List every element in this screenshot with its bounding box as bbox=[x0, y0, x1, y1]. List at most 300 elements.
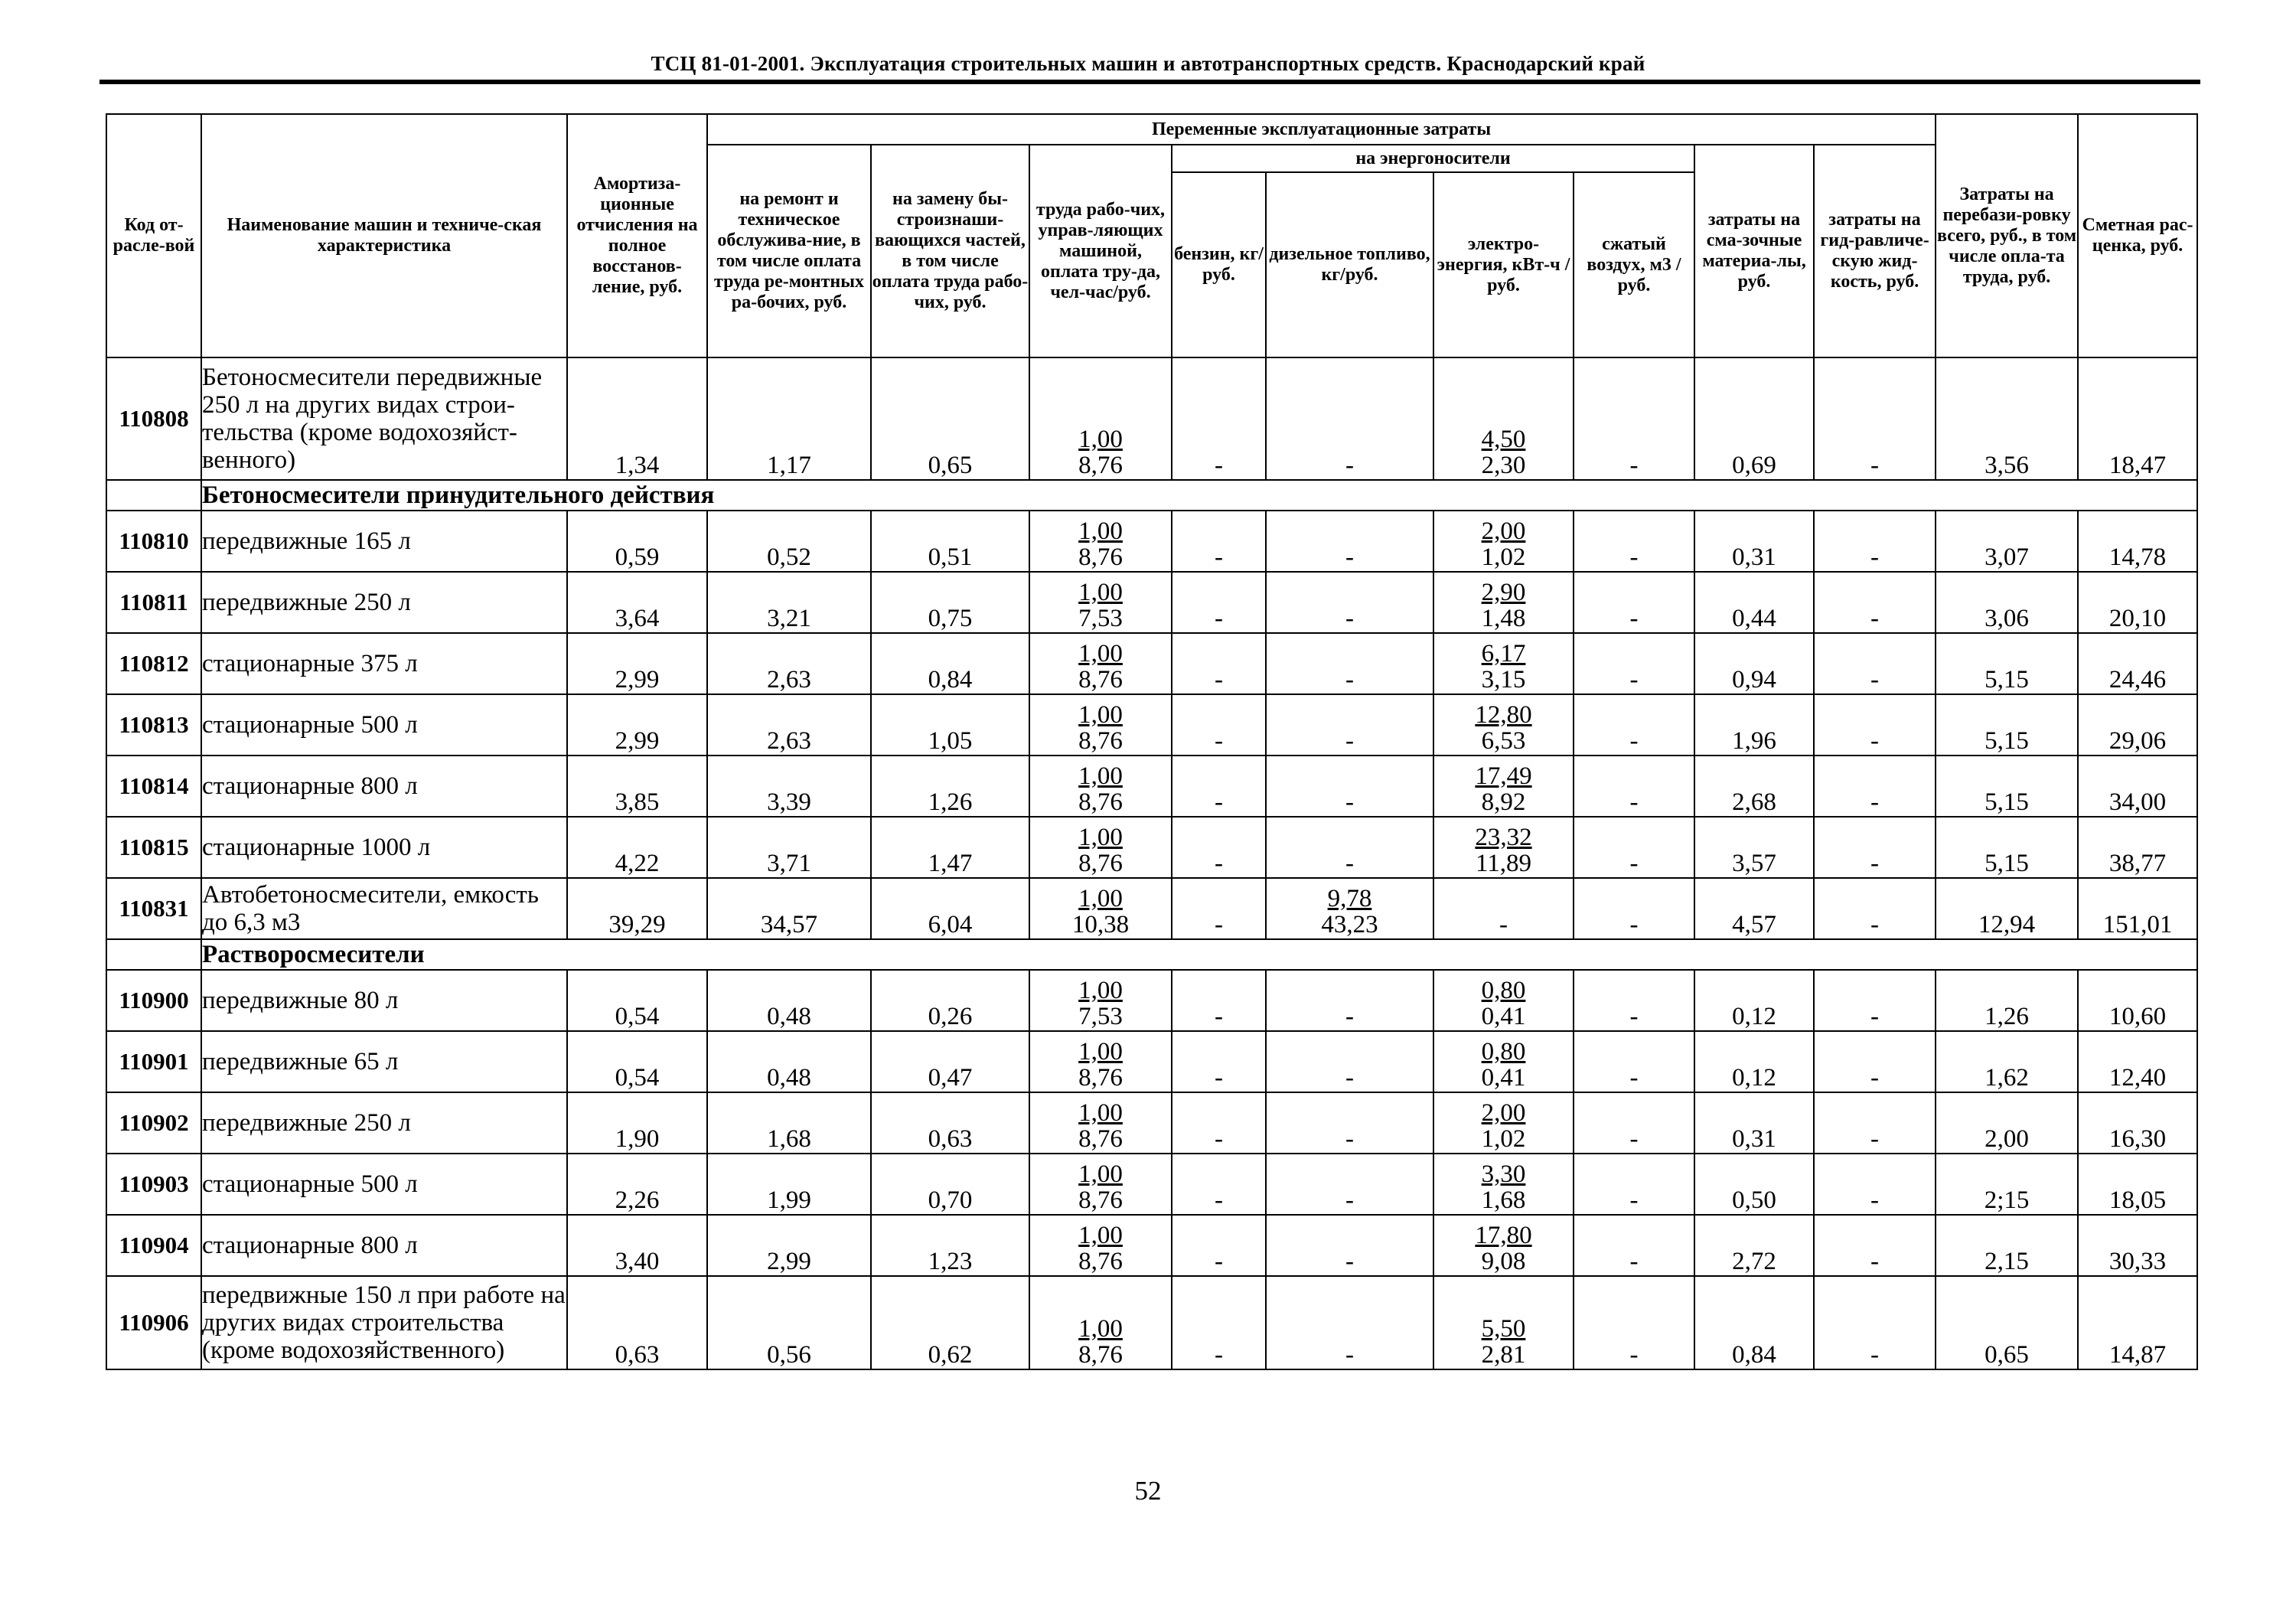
labor-cell bbox=[1029, 694, 1172, 756]
diesel-cost: - bbox=[1345, 1125, 1354, 1153]
elec-quantity: 12,80 bbox=[1475, 701, 1532, 729]
replace-value: 1,26 bbox=[871, 756, 1029, 817]
page-number: 52 bbox=[1134, 1476, 1162, 1506]
group-code-cell bbox=[106, 939, 201, 970]
lubricant-value: 0,94 bbox=[1694, 633, 1814, 694]
col-header-air: сжатый воздух, м3 / руб. bbox=[1574, 172, 1694, 357]
relocation-value: 3,56 bbox=[1936, 357, 2078, 480]
elec-cell bbox=[1433, 572, 1574, 633]
diesel-cost: - bbox=[1345, 1248, 1354, 1275]
diesel-cell bbox=[1266, 1276, 1433, 1369]
replace-value: 6,04 bbox=[871, 878, 1029, 939]
table-row bbox=[106, 756, 2197, 817]
hydraulic-value: - bbox=[1814, 817, 1936, 878]
lubricant-value: 0,69 bbox=[1694, 357, 1814, 480]
diesel-cost: - bbox=[1345, 666, 1354, 694]
diesel-cell bbox=[1266, 878, 1433, 939]
petrol-value: - bbox=[1172, 970, 1266, 1031]
hydraulic-value: - bbox=[1814, 511, 1936, 572]
repair-value: 3,39 bbox=[707, 756, 871, 817]
group-label: Бетоносмесители принудительного действия bbox=[201, 480, 2197, 511]
estimate-value: 34,00 bbox=[2078, 756, 2197, 817]
elec-quantity: 0,80 bbox=[1481, 977, 1526, 1004]
estimate-value: 38,77 bbox=[2078, 817, 2197, 878]
labor-quantity: 1,00 bbox=[1078, 579, 1123, 606]
relocation-value: 2,15 bbox=[1936, 1215, 2078, 1276]
lubricant-value: 2,72 bbox=[1694, 1215, 1814, 1276]
lubricant-value: 2,68 bbox=[1694, 756, 1814, 817]
machine-code: 110813 bbox=[106, 694, 201, 756]
hydraulic-value: - bbox=[1814, 878, 1936, 939]
machine-code: 110812 bbox=[106, 633, 201, 694]
col-header-diesel: дизельное топливо, кг/руб. bbox=[1266, 172, 1433, 357]
replace-value: 1,05 bbox=[871, 694, 1029, 756]
elec-cost: 1,48 bbox=[1481, 605, 1526, 632]
elec-cost: 6,53 bbox=[1481, 727, 1526, 755]
labor-cost: 8,76 bbox=[1078, 727, 1123, 755]
hydraulic-value: - bbox=[1814, 970, 1936, 1031]
labor-cost: 8,76 bbox=[1078, 1186, 1123, 1214]
replace-value: 0,84 bbox=[871, 633, 1029, 694]
petrol-value: - bbox=[1172, 878, 1266, 939]
machine-name: Автобетоносмесители, емкость до 6,3 м3 bbox=[201, 878, 567, 939]
replace-value: 0,26 bbox=[871, 970, 1029, 1031]
diesel-cost: 43,23 bbox=[1321, 911, 1378, 938]
rates-table bbox=[106, 113, 2198, 1370]
amort-value: 0,59 bbox=[567, 511, 707, 572]
replace-value: 1,23 bbox=[871, 1215, 1029, 1276]
machine-code: 110811 bbox=[106, 572, 201, 633]
labor-cell bbox=[1029, 1215, 1172, 1276]
air-value: - bbox=[1574, 357, 1694, 480]
relocation-value: 5,15 bbox=[1936, 817, 2078, 878]
replace-value: 0,47 bbox=[871, 1031, 1029, 1092]
diesel-cell bbox=[1266, 1215, 1433, 1276]
lubricant-value: 0,31 bbox=[1694, 1092, 1814, 1154]
repair-value: 3,21 bbox=[707, 572, 871, 633]
repair-value: 1,68 bbox=[707, 1092, 871, 1154]
diesel-cell bbox=[1266, 511, 1433, 572]
estimate-value: 14,87 bbox=[2078, 1276, 2197, 1369]
labor-cell bbox=[1029, 1276, 1172, 1369]
labor-cost: 7,53 bbox=[1078, 605, 1123, 632]
petrol-value: - bbox=[1172, 511, 1266, 572]
estimate-value: 16,30 bbox=[2078, 1092, 2197, 1154]
relocation-value: 5,15 bbox=[1936, 633, 2078, 694]
diesel-cost: - bbox=[1345, 1064, 1354, 1092]
table-row bbox=[106, 511, 2197, 572]
air-value: - bbox=[1574, 878, 1694, 939]
elec-quantity: 17,49 bbox=[1475, 762, 1532, 790]
elec-cost: 1,68 bbox=[1481, 1186, 1526, 1214]
elec-cost: 0,41 bbox=[1481, 1003, 1526, 1030]
repair-value: 1,17 bbox=[707, 357, 871, 480]
table-row bbox=[106, 970, 2197, 1031]
table-row bbox=[106, 694, 2197, 756]
machine-name: стационарные 375 л bbox=[201, 633, 567, 694]
relocation-value: 12,94 bbox=[1936, 878, 2078, 939]
air-value: - bbox=[1574, 1276, 1694, 1369]
relocation-value: 1,62 bbox=[1936, 1031, 2078, 1092]
diesel-cell bbox=[1266, 756, 1433, 817]
elec-cell bbox=[1433, 756, 1574, 817]
machine-name: стационарные 800 л bbox=[201, 756, 567, 817]
air-value: - bbox=[1574, 633, 1694, 694]
machine-name: стационарные 1000 л bbox=[201, 817, 567, 878]
repair-value: 3,71 bbox=[707, 817, 871, 878]
col-header-amortization: Амортиза-ционные отчисления на полное восстанов-ление, руб. bbox=[567, 114, 707, 357]
elec-quantity: 2,00 bbox=[1481, 517, 1526, 545]
diesel-cost: - bbox=[1345, 1341, 1354, 1369]
diesel-cell bbox=[1266, 694, 1433, 756]
table-row bbox=[106, 1276, 2197, 1369]
elec-cost: 9,08 bbox=[1481, 1248, 1526, 1275]
elec-cost: 2,30 bbox=[1481, 452, 1526, 479]
labor-cell bbox=[1029, 633, 1172, 694]
labor-cost: 10,38 bbox=[1071, 911, 1130, 938]
diesel-quantity: 9,78 bbox=[1327, 885, 1372, 912]
hydraulic-value: - bbox=[1814, 756, 1936, 817]
col-header-name: Наименование машин и техниче-ская характеристика bbox=[201, 114, 567, 357]
elec-cell bbox=[1433, 1276, 1574, 1369]
petrol-value: - bbox=[1172, 756, 1266, 817]
estimate-value: 18,47 bbox=[2078, 357, 2197, 480]
labor-cell bbox=[1029, 878, 1172, 939]
col-header-lubricant: затраты на сма-зочные материа-лы, руб. bbox=[1694, 145, 1814, 357]
amort-value: 3,64 bbox=[567, 572, 707, 633]
col-header-energy: на энергоносители bbox=[1172, 145, 1694, 172]
lubricant-value: 0,12 bbox=[1694, 970, 1814, 1031]
elec-cell bbox=[1433, 1154, 1574, 1215]
relocation-value: 3,07 bbox=[1936, 511, 2078, 572]
amort-value: 3,40 bbox=[567, 1215, 707, 1276]
group-code-cell bbox=[106, 480, 201, 511]
estimate-value: 30,33 bbox=[2078, 1215, 2197, 1276]
hydraulic-value: - bbox=[1814, 357, 1936, 480]
table-body bbox=[106, 357, 2197, 1369]
elec-quantity: 6,17 bbox=[1481, 640, 1526, 667]
labor-cost: 8,76 bbox=[1078, 1125, 1123, 1153]
amort-value: 2,26 bbox=[567, 1154, 707, 1215]
petrol-value: - bbox=[1172, 1215, 1266, 1276]
lubricant-value: 0,31 bbox=[1694, 511, 1814, 572]
table-row bbox=[106, 1154, 2197, 1215]
air-value: - bbox=[1574, 1031, 1694, 1092]
replace-value: 1,47 bbox=[871, 817, 1029, 878]
labor-cell bbox=[1029, 511, 1172, 572]
amort-value: 1,90 bbox=[567, 1092, 707, 1154]
labor-quantity: 1,00 bbox=[1078, 977, 1123, 1004]
labor-quantity: 1,00 bbox=[1078, 640, 1123, 667]
labor-quantity: 1,00 bbox=[1078, 1160, 1123, 1188]
elec-cell bbox=[1433, 357, 1574, 480]
elec-cost: 0,41 bbox=[1481, 1064, 1526, 1092]
table-row bbox=[106, 1092, 2197, 1154]
diesel-cost: - bbox=[1345, 1186, 1354, 1214]
elec-cell bbox=[1433, 970, 1574, 1031]
machine-name: стационарные 800 л bbox=[201, 1215, 567, 1276]
lubricant-value: 0,12 bbox=[1694, 1031, 1814, 1092]
diesel-cell bbox=[1266, 970, 1433, 1031]
repair-value: 2,63 bbox=[707, 633, 871, 694]
labor-cell bbox=[1029, 817, 1172, 878]
col-header-variable-costs: Переменные эксплуатационные затраты bbox=[707, 114, 1936, 145]
air-value: - bbox=[1574, 572, 1694, 633]
labor-quantity: 1,00 bbox=[1078, 1038, 1123, 1066]
relocation-value: 2;15 bbox=[1936, 1154, 2078, 1215]
air-value: - bbox=[1574, 1092, 1694, 1154]
diesel-cell bbox=[1266, 817, 1433, 878]
relocation-value: 1,26 bbox=[1936, 970, 2078, 1031]
hydraulic-value: - bbox=[1814, 572, 1936, 633]
repair-value: 2,63 bbox=[707, 694, 871, 756]
hydraulic-value: - bbox=[1814, 633, 1936, 694]
labor-cell bbox=[1029, 572, 1172, 633]
labor-quantity: 1,00 bbox=[1078, 885, 1123, 912]
elec-cell bbox=[1433, 633, 1574, 694]
labor-cost: 8,76 bbox=[1078, 1064, 1123, 1092]
labor-quantity: 1,00 bbox=[1078, 426, 1123, 453]
group-row bbox=[106, 480, 2197, 511]
labor-cell bbox=[1029, 1154, 1172, 1215]
petrol-value: - bbox=[1172, 633, 1266, 694]
col-header-replace: на замену бы-строизнаши-вающихся частей, в том числе оплата труда рабо-чих, руб. bbox=[871, 145, 1029, 357]
elec-cost: - bbox=[1499, 911, 1508, 938]
machine-code: 110903 bbox=[106, 1154, 201, 1215]
elec-cell bbox=[1433, 878, 1574, 939]
lubricant-value: 0,44 bbox=[1694, 572, 1814, 633]
col-header-repair: на ремонт и техническое обслужива-ние, в том числе оплата труда ре-монтных ра-бочих, руб. bbox=[707, 145, 871, 357]
air-value: - bbox=[1574, 511, 1694, 572]
petrol-value: - bbox=[1172, 1276, 1266, 1369]
amort-value: 0,63 bbox=[567, 1276, 707, 1369]
hydraulic-value: - bbox=[1814, 1276, 1936, 1369]
group-row bbox=[106, 939, 2197, 970]
table-row bbox=[106, 633, 2197, 694]
labor-cost: 8,76 bbox=[1078, 666, 1123, 694]
elec-cost: 1,02 bbox=[1481, 543, 1526, 571]
elec-quantity: 5,50 bbox=[1481, 1315, 1526, 1343]
table-row bbox=[106, 1031, 2197, 1092]
lubricant-value: 0,50 bbox=[1694, 1154, 1814, 1215]
diesel-cost: - bbox=[1345, 788, 1354, 816]
petrol-value: - bbox=[1172, 572, 1266, 633]
air-value: - bbox=[1574, 817, 1694, 878]
labor-cell bbox=[1029, 1092, 1172, 1154]
air-value: - bbox=[1574, 970, 1694, 1031]
machine-code: 110901 bbox=[106, 1031, 201, 1092]
labor-cell bbox=[1029, 357, 1172, 480]
labor-cost: 8,76 bbox=[1078, 1341, 1123, 1369]
diesel-cell bbox=[1266, 572, 1433, 633]
col-header-relocation: Затраты на перебази-ровку всего, руб., в том числе опла-та труда, руб. bbox=[1936, 114, 2078, 357]
diesel-cost: - bbox=[1345, 452, 1354, 479]
diesel-cost: - bbox=[1345, 850, 1354, 877]
repair-value: 0,48 bbox=[707, 970, 871, 1031]
hydraulic-value: - bbox=[1814, 1031, 1936, 1092]
col-header-hydraulic: затраты на гид-равличе-скую жид-кость, руб. bbox=[1814, 145, 1936, 357]
petrol-value: - bbox=[1172, 694, 1266, 756]
elec-cell bbox=[1433, 1092, 1574, 1154]
col-header-electric: электро-энергия, кВт-ч / руб. bbox=[1433, 172, 1574, 357]
repair-value: 0,52 bbox=[707, 511, 871, 572]
labor-cost: 8,76 bbox=[1078, 543, 1123, 571]
estimate-value: 10,60 bbox=[2078, 970, 2197, 1031]
col-header-estimate: Сметная рас-ценка, руб. bbox=[2078, 114, 2197, 357]
elec-quantity: 0,80 bbox=[1481, 1038, 1526, 1066]
petrol-value: - bbox=[1172, 1031, 1266, 1092]
lubricant-value: 0,84 bbox=[1694, 1276, 1814, 1369]
relocation-value: 2,00 bbox=[1936, 1092, 2078, 1154]
diesel-cell bbox=[1266, 633, 1433, 694]
amort-value: 39,29 bbox=[567, 878, 707, 939]
diesel-cell bbox=[1266, 1154, 1433, 1215]
diesel-cost: - bbox=[1345, 543, 1354, 571]
amort-value: 2,99 bbox=[567, 694, 707, 756]
table-row bbox=[106, 357, 2197, 480]
hydraulic-value: - bbox=[1814, 1092, 1936, 1154]
elec-cost: 11,89 bbox=[1475, 850, 1532, 877]
table-row bbox=[106, 1215, 2197, 1276]
elec-cell bbox=[1433, 511, 1574, 572]
repair-value: 2,99 bbox=[707, 1215, 871, 1276]
repair-value: 34,57 bbox=[707, 878, 871, 939]
labor-quantity: 1,00 bbox=[1078, 701, 1123, 729]
labor-quantity: 1,00 bbox=[1078, 517, 1123, 545]
air-value: - bbox=[1574, 1215, 1694, 1276]
diesel-cost: - bbox=[1345, 727, 1354, 755]
machine-name: передвижные 165 л bbox=[201, 511, 567, 572]
labor-quantity: 1,00 bbox=[1078, 824, 1123, 851]
labor-cost: 7,53 bbox=[1078, 1003, 1123, 1030]
col-header-labor: труда рабо-чих, управ-ляющих машиной, оплата тру-да, чел-час/руб. bbox=[1029, 145, 1172, 357]
header-rule bbox=[99, 80, 2200, 84]
hydraulic-value: - bbox=[1814, 1215, 1936, 1276]
machine-name: передвижные 250 л bbox=[201, 572, 567, 633]
elec-quantity: 3,30 bbox=[1481, 1160, 1526, 1188]
labor-cost: 8,76 bbox=[1078, 788, 1123, 816]
amort-value: 0,54 bbox=[567, 970, 707, 1031]
elec-quantity: 4,50 bbox=[1481, 426, 1526, 453]
estimate-value: 18,05 bbox=[2078, 1154, 2197, 1215]
machine-name: Бетоносмесители передвижные 250 л на других видах строи-тельства (кроме водохозяйст-венного) bbox=[201, 357, 567, 480]
machine-name: передвижные 65 л bbox=[201, 1031, 567, 1092]
hydraulic-value: - bbox=[1814, 694, 1936, 756]
elec-cost: 3,15 bbox=[1481, 666, 1526, 694]
elec-quantity: 2,00 bbox=[1481, 1099, 1526, 1127]
table-row bbox=[106, 878, 2197, 939]
elec-cell bbox=[1433, 817, 1574, 878]
diesel-cell bbox=[1266, 1031, 1433, 1092]
labor-cell bbox=[1029, 1031, 1172, 1092]
labor-cell bbox=[1029, 970, 1172, 1031]
machine-code: 110815 bbox=[106, 817, 201, 878]
elec-quantity: 2,90 bbox=[1481, 579, 1526, 606]
col-header-code: Код от-расле-вой bbox=[106, 114, 201, 357]
elec-cost: 2,81 bbox=[1481, 1341, 1526, 1369]
elec-cost: 8,92 bbox=[1481, 788, 1526, 816]
petrol-value: - bbox=[1172, 817, 1266, 878]
estimate-value: 29,06 bbox=[2078, 694, 2197, 756]
amort-value: 0,54 bbox=[567, 1031, 707, 1092]
machine-code: 110906 bbox=[106, 1276, 201, 1369]
machine-code: 110831 bbox=[106, 878, 201, 939]
elec-cell bbox=[1433, 1031, 1574, 1092]
replace-value: 0,63 bbox=[871, 1092, 1029, 1154]
labor-cell bbox=[1029, 756, 1172, 817]
table-row bbox=[106, 817, 2197, 878]
air-value: - bbox=[1574, 756, 1694, 817]
elec-cell bbox=[1433, 1215, 1574, 1276]
labor-cost: 8,76 bbox=[1078, 1248, 1123, 1275]
hydraulic-value: - bbox=[1814, 1154, 1936, 1215]
labor-cost: 8,76 bbox=[1078, 452, 1123, 479]
group-label: Растворосмесители bbox=[201, 939, 2197, 970]
relocation-value: 3,06 bbox=[1936, 572, 2078, 633]
replace-value: 0,70 bbox=[871, 1154, 1029, 1215]
relocation-value: 5,15 bbox=[1936, 756, 2078, 817]
elec-quantity: 17,80 bbox=[1475, 1222, 1532, 1249]
replace-value: 0,65 bbox=[871, 357, 1029, 480]
table-row bbox=[106, 572, 2197, 633]
machine-name: стационарные 500 л bbox=[201, 694, 567, 756]
machine-name: стационарные 500 л bbox=[201, 1154, 567, 1215]
amort-value: 3,85 bbox=[567, 756, 707, 817]
labor-quantity: 1,00 bbox=[1078, 1315, 1123, 1343]
air-value: - bbox=[1574, 694, 1694, 756]
petrol-value: - bbox=[1172, 1154, 1266, 1215]
labor-quantity: 1,00 bbox=[1078, 1222, 1123, 1249]
elec-cost: 1,02 bbox=[1481, 1125, 1526, 1153]
petrol-value: - bbox=[1172, 357, 1266, 480]
lubricant-value: 1,96 bbox=[1694, 694, 1814, 756]
machine-code: 110810 bbox=[106, 511, 201, 572]
machine-name: передвижные 80 л bbox=[201, 970, 567, 1031]
document-title: ТСЦ 81-01-2001. Эксплуатация строительных машин и автотранспортных средств. Краснодарский край bbox=[651, 52, 1645, 75]
machine-name: передвижные 250 л bbox=[201, 1092, 567, 1154]
replace-value: 0,51 bbox=[871, 511, 1029, 572]
diesel-cell bbox=[1266, 357, 1433, 480]
replace-value: 0,75 bbox=[871, 572, 1029, 633]
repair-value: 0,48 bbox=[707, 1031, 871, 1092]
amort-value: 2,99 bbox=[567, 633, 707, 694]
air-value: - bbox=[1574, 1154, 1694, 1215]
diesel-cost: - bbox=[1345, 605, 1354, 632]
labor-cost: 8,76 bbox=[1078, 850, 1123, 877]
relocation-value: 5,15 bbox=[1936, 694, 2078, 756]
machine-name: передвижные 150 л при работе на других видах строительства (кроме водохозяйственного) bbox=[201, 1276, 567, 1369]
machine-code: 110814 bbox=[106, 756, 201, 817]
amort-value: 1,34 bbox=[567, 357, 707, 480]
repair-value: 1,99 bbox=[707, 1154, 871, 1215]
estimate-value: 24,46 bbox=[2078, 633, 2197, 694]
machine-code: 110904 bbox=[106, 1215, 201, 1276]
amort-value: 4,22 bbox=[567, 817, 707, 878]
estimate-value: 151,01 bbox=[2078, 878, 2197, 939]
relocation-value: 0,65 bbox=[1936, 1276, 2078, 1369]
machine-code: 110808 bbox=[106, 357, 201, 480]
replace-value: 0,62 bbox=[871, 1276, 1029, 1369]
estimate-value: 14,78 bbox=[2078, 511, 2197, 572]
machine-code: 110900 bbox=[106, 970, 201, 1031]
machine-code: 110902 bbox=[106, 1092, 201, 1154]
lubricant-value: 3,57 bbox=[1694, 817, 1814, 878]
estimate-value: 12,40 bbox=[2078, 1031, 2197, 1092]
table-header bbox=[106, 114, 2197, 357]
elec-quantity: 23,32 bbox=[1475, 824, 1532, 851]
repair-value: 0,56 bbox=[707, 1276, 871, 1369]
diesel-cost: - bbox=[1345, 1003, 1354, 1030]
